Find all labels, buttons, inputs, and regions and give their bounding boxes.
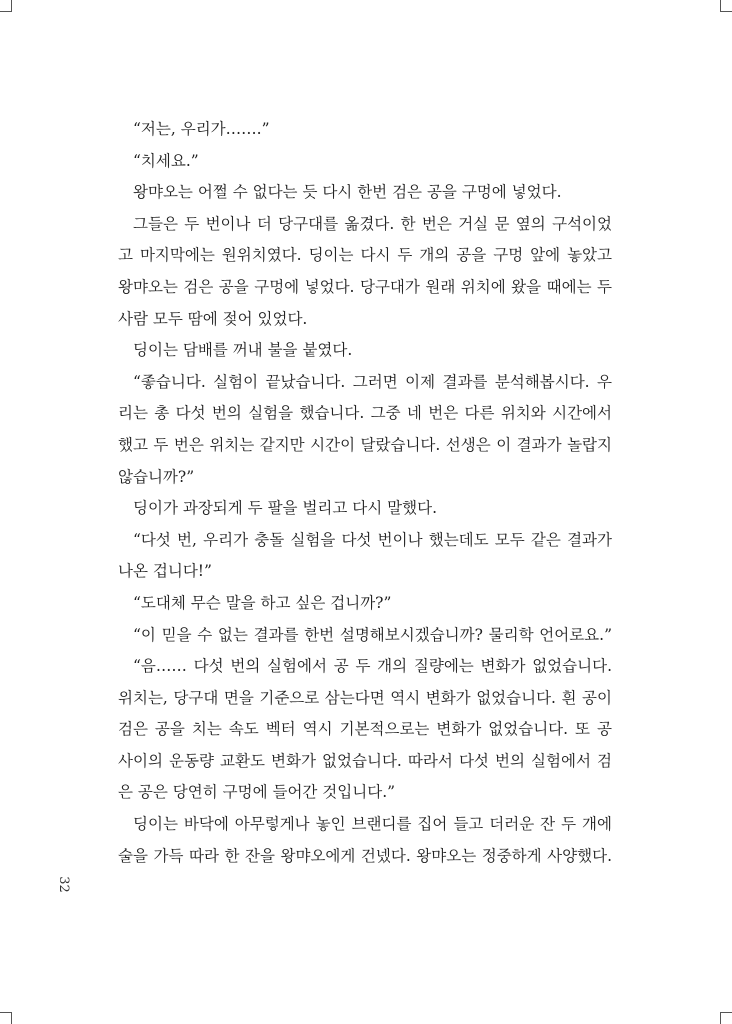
- text-line: “이 믿을 수 없는 결과를 한번 설명해보시겠습니까? 물리학 언어로요.”: [133, 625, 612, 644]
- text-line: “저는, 우리가…….”: [133, 120, 270, 138]
- crop-mark-top-right-v: [720, 0, 721, 12]
- text-line: “좋습니다. 실험이 끝났습니다. 그러면 이제 결과를 분석해봅시다. 우: [133, 372, 612, 391]
- crop-mark-top-right-h: [720, 11, 732, 12]
- text-line: “다섯 번, 우리가 충돌 실험을 다섯 번이나 했는데도 모두 같은 결과가: [133, 530, 612, 549]
- text-line: 딩이는 바닥에 아무렇게나 놓인 브랜디를 집어 들고 더러운 잔 두 개에: [133, 815, 612, 834]
- crop-mark-bottom-left-v: [11, 1012, 12, 1024]
- text-line: “도대체 무슨 말을 하고 싶은 겁니까?”: [133, 593, 392, 612]
- text-line: 했고 두 번은 위치는 같지만 시간이 달랐습니다. 선생은 이 결과가 놀랍지: [118, 435, 612, 454]
- text-line: “음…… 다섯 번의 실험에서 공 두 개의 질량에는 변화가 없었습니다.: [133, 657, 612, 676]
- text-line: 않습니까?”: [118, 467, 195, 486]
- text-line: 왕먀오는 어쩔 수 없다는 듯 다시 한번 검은 공을 구멍에 넣었다.: [133, 183, 562, 202]
- crop-mark-bottom-right-v: [720, 1012, 721, 1024]
- text-line: 술을 가득 따라 한 잔을 왕먀오에게 건넸다. 왕먀오는 정중하게 사양했다.: [118, 846, 612, 865]
- text-line: 딩이는 담배를 꺼내 불을 붙였다.: [133, 341, 353, 360]
- text-line: “치세요.”: [133, 151, 199, 170]
- text-line: 나온 겁니다!”: [118, 562, 212, 581]
- page-body-text: [118, 114, 612, 872]
- crop-mark-top-left-v: [11, 0, 12, 12]
- text-line: 위치는, 당구대 면을 기준으로 삼는다면 역시 변화가 없었습니다. 흰 공이: [118, 688, 612, 707]
- text-line: 그들은 두 번이나 더 당구대를 옮겼다. 한 번은 거실 문 옆의 구석이었: [133, 214, 612, 233]
- text-line: 왕먀오는 검은 공을 구멍에 넣었다. 당구대가 원래 위치에 왔을 때에는 두: [118, 277, 612, 296]
- text-line: 검은 공을 치는 속도 벡터 역시 기본적으로는 변화가 없었습니다. 또 공: [118, 720, 612, 739]
- text-line: 리는 총 다섯 번의 실험을 했습니다. 그중 네 번은 다른 위치와 시간에서: [118, 404, 612, 423]
- page-number: 32: [55, 876, 71, 893]
- text-line: 사람 모두 땀에 젖어 있었다.: [118, 309, 308, 328]
- text-line: 고 마지막에는 원위치였다. 딩이는 다시 두 개의 공을 구멍 앞에 놓았고: [118, 246, 612, 265]
- crop-mark-bottom-right-h: [720, 1012, 732, 1013]
- text-line: 은 공은 당연히 구멍에 들어간 것입니다.”: [118, 783, 396, 802]
- text-line: 사이의 운동량 교환도 변화가 없었습니다. 따라서 다섯 번의 실험에서 검: [118, 751, 612, 770]
- text-line: 딩이가 과장되게 두 팔을 벌리고 다시 말했다.: [133, 499, 438, 518]
